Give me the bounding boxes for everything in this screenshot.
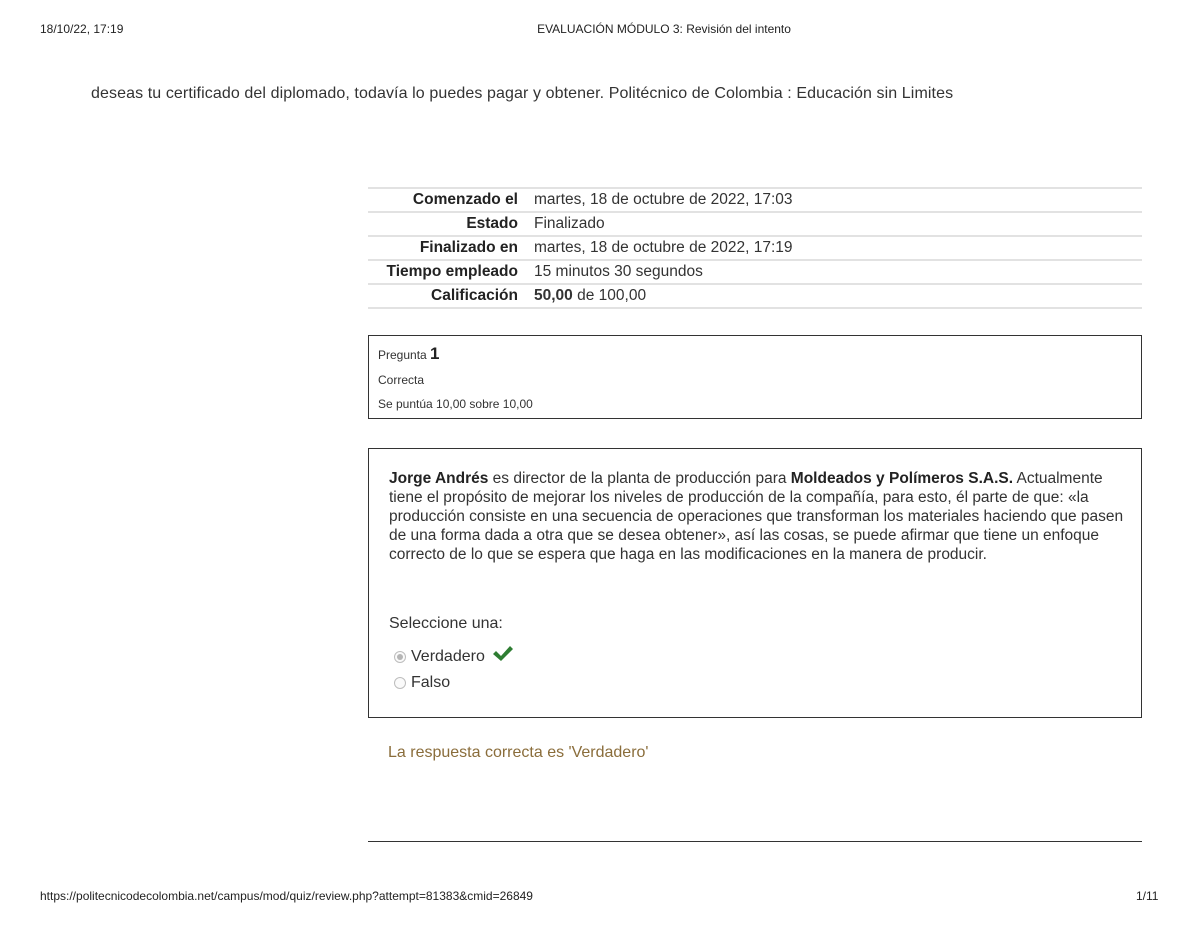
option-verdadero[interactable] <box>394 645 514 668</box>
question-number <box>378 344 440 364</box>
radio-button[interactable] <box>394 677 406 689</box>
summary-row-state <box>368 212 1142 236</box>
question-number-value: 1 <box>430 344 440 363</box>
summary-label: Comenzado el <box>368 188 534 212</box>
intro-text: deseas tu certificado del diplomado, todavía lo puedes pagar y obtener. Politécnico de Colombia : Educación sin Limites <box>91 85 954 102</box>
question-info-box <box>368 335 1142 419</box>
answer-prompt: Seleccione una: <box>389 615 503 632</box>
question-text-company: Moldeados y Polímeros S.A.S. <box>790 470 1014 487</box>
correct-answer-feedback: La respuesta correcta es 'Verdadero' <box>388 744 649 761</box>
print-page-title-text: EVALUACIÓN MÓDULO 3: Revisión del intento <box>537 22 791 36</box>
print-datetime: 18/10/22, 17:19 <box>40 22 124 36</box>
divider <box>368 841 1142 842</box>
question-score: Se puntúa 10,00 sobre 10,00 <box>378 397 533 411</box>
summary-row-grade <box>368 284 1142 308</box>
question-text-part: Actualmente tiene el propósito de mejorar los niveles de producción de la compañía, para esto, él parte de que: «la producción consiste en una secuencia de operaciones que transforman los materiales haciendo que pasen de una forma dada a otra que se desea obtener», así las cosas, se puede afirmar que tiene un enfoque correcto de lo que se espera que haga en las modificaciones en la manera de producir. <box>389 470 1124 563</box>
attempt-summary-table <box>368 187 1142 309</box>
summary-value: martes, 18 de octubre de 2022, 17:19 <box>534 236 1142 260</box>
summary-label: Estado <box>368 212 534 236</box>
question-text-part: es director de la planta de producción para <box>488 470 791 487</box>
question-text-person: Jorge Andrés <box>389 470 489 487</box>
print-footer-url: https://politecnicodecolombia.net/campus/mod/quiz/review.php?attempt=81383&cmid=26849 <box>40 889 533 903</box>
question-label: Pregunta <box>378 348 427 362</box>
grade-max: de 100,00 <box>577 287 647 304</box>
summary-row-time <box>368 260 1142 284</box>
option-falso[interactable] <box>394 674 450 692</box>
summary-label: Tiempo empleado <box>368 260 534 284</box>
print-page-title <box>0 22 1200 36</box>
summary-label: Finalizado en <box>368 236 534 260</box>
checkmark-icon <box>492 645 514 668</box>
grade-value: 50,00 <box>534 287 573 304</box>
summary-value: 15 minutos 30 segundos <box>534 260 1142 284</box>
question-text <box>389 469 1124 564</box>
summary-value <box>534 284 1142 308</box>
question-status: Correcta <box>378 373 425 387</box>
summary-row-started <box>368 188 1142 212</box>
option-label: Falso <box>411 674 451 691</box>
question-content-box <box>368 448 1142 718</box>
option-label: Verdadero <box>411 647 485 665</box>
summary-value: martes, 18 de octubre de 2022, 17:03 <box>534 188 1142 212</box>
summary-row-finished <box>368 236 1142 260</box>
summary-label: Calificación <box>368 284 534 308</box>
print-page-number: 1/11 <box>1136 889 1159 903</box>
summary-value: Finalizado <box>534 212 1142 236</box>
radio-button-selected[interactable] <box>394 651 406 663</box>
